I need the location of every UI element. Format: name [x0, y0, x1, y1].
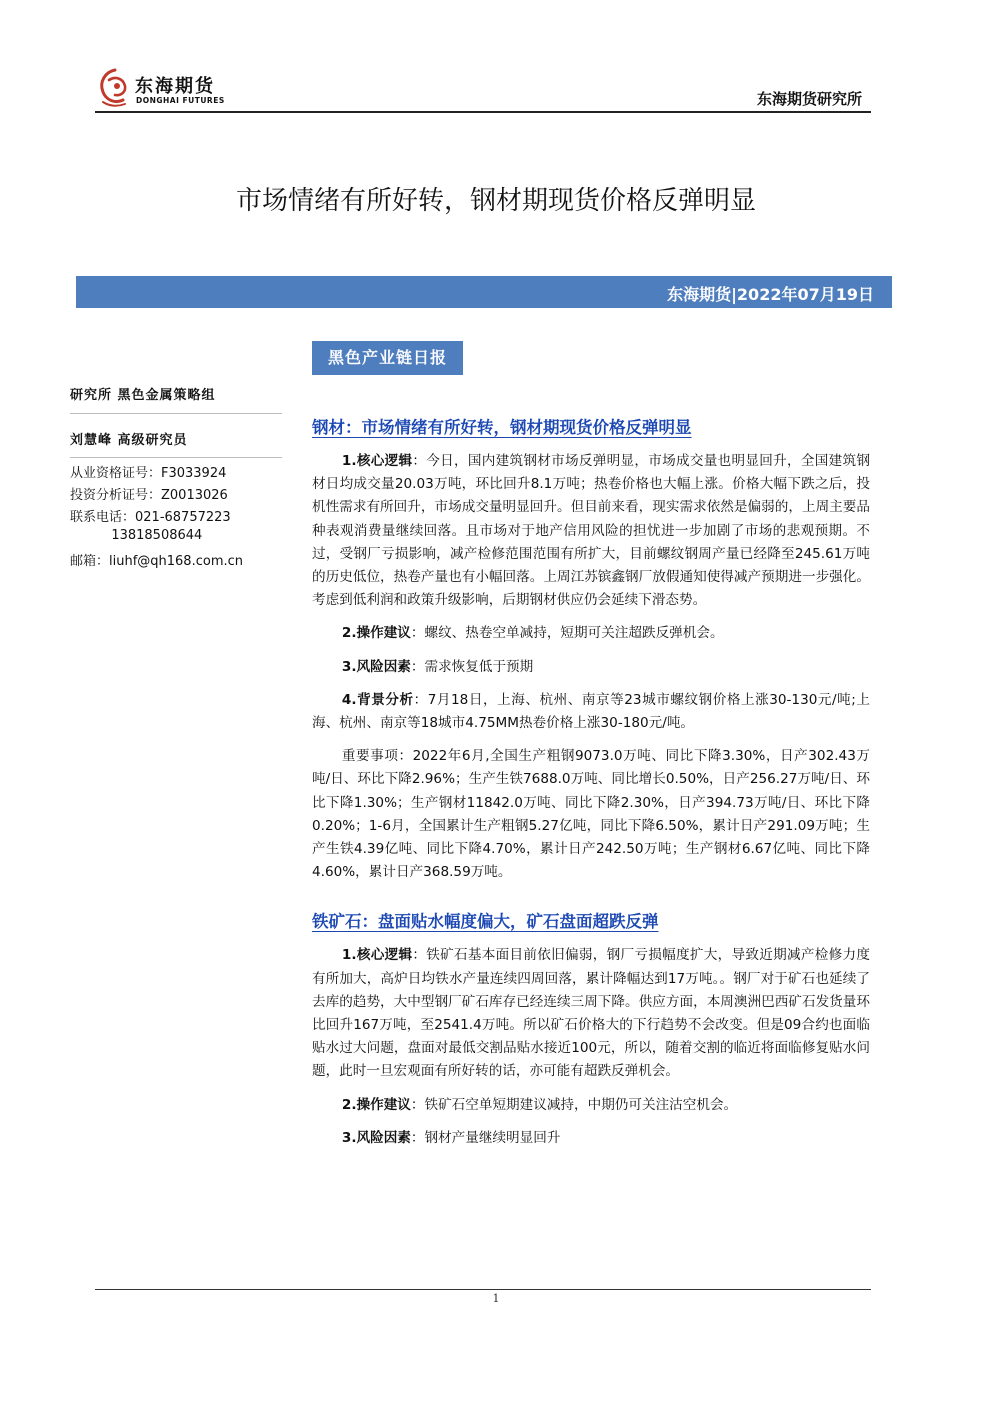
ore-risk — [312, 1127, 870, 1150]
ore-advice — [312, 1094, 870, 1117]
steel-core-logic — [312, 450, 870, 612]
email-address: 邮箱：liuhf@qh168.com.cn — [70, 554, 243, 569]
para-label: 3.风险因素 — [341, 1129, 411, 1146]
section-gap — [312, 894, 870, 908]
sidebar-divider — [70, 413, 282, 414]
document-title: 市场情绪有所好转，钢材期现货价格反弹明显 — [235, 186, 756, 216]
para-text: ：今日，国内建筑钢材市场反弹明显，市场成交量也明显回升，全国建筑钢材日均成交量20.03万吨，环比回升8.1万吨；热卷价格也大幅上涨。价格大幅下跌之后，投机性需求有所回升，市场成交量明显回升。但目前来看，现实需求依然是偏弱的，上周主要品种表观消费量继续回落。且市场对于地产信用风险的担忧进一步加剧了市场的悲观预期。不过，受钢厂亏损影响，减产检修范围范围有所扩大，目前螺纹钢周产量已经降至245.61万吨的历史低位，热卷产量也有小幅回落。上周江苏镔鑫钢厂放假通知使得减产预期进一步强化。考虑到低利润和政策升级影响，后期钢材供应仍会延续下滑态势。 — [312, 453, 871, 609]
logo-text-en: DONGHAI FUTURES — [136, 96, 225, 105]
sidebar-divider — [70, 457, 282, 458]
section-tag: 黑色产业链日报 — [312, 341, 463, 375]
page-number: 1 — [492, 1292, 500, 1305]
para-label: 4.背景分析 — [341, 691, 414, 708]
ore-section-heading[interactable]: 铁矿石：盘面贴水幅度偏大，矿石盘面超跌反弹 — [312, 912, 659, 932]
header-divider — [95, 111, 871, 113]
para-label: 2.操作建议 — [341, 625, 411, 642]
report-body — [312, 414, 870, 1160]
phone-number: 联系电话：021-68757223 — [70, 510, 231, 525]
analyst-number: 投资分析证号：Z0013026 — [70, 488, 228, 503]
para-label: 2.操作建议 — [341, 1096, 411, 1113]
mobile-number: 13818508644 — [70, 528, 203, 543]
steel-section-heading[interactable]: 钢材：市场情绪有所好转，钢材期现货价格反弹明显 — [312, 418, 692, 437]
steel-advice — [312, 622, 870, 645]
header-org-name: 东海期货研究所 — [756, 90, 862, 108]
para-text: 重要事项：2022年6月,全国生产粗钢9073.0万吨、同比下降3.30%，日产302.43万吨/日、环比下降2.96%；生产生铁7688.0万吨、同比增长0.50%，日产256.27万吨/日、环比下降1.30%；生产钢材11842.0万吨、同比下降2.30%，日产394.73万吨/日、环比下降0.20%；1-6月，全国累计生产粗钢5.27亿吨，同比下降6.50%，累计日产291.09万吨；生产生铁4.39亿吨、同比下降4.70%，累计日产242.50万吨；生产钢材6.67亿吨、同比下降4.60%，累计日产368.59万吨。 — [312, 748, 870, 881]
department: 研究所 黑色金属策略组 — [70, 388, 216, 403]
para-label: 3.风险因素 — [341, 658, 411, 675]
steel-key-events — [312, 745, 870, 884]
para-label: 1.核心逻辑 — [341, 947, 413, 964]
steel-background — [312, 689, 870, 735]
report-date: 东海期货|2022年07月19日 — [667, 285, 874, 304]
qualification-number: 从业资格证号：F3033924 — [70, 466, 227, 481]
para-text: ：钢材产量继续明显回升 — [410, 1129, 561, 1146]
company-logo — [95, 66, 235, 110]
footer-divider — [95, 1289, 871, 1290]
logo-text-cn: 东海期货 — [135, 76, 215, 97]
para-text: ：7月18日，上海、杭州、南京等23城市螺纹钢价格上涨30-130元/吨;上海、杭州、南京等18城市4.75MM热卷价格上涨30-180元/吨。 — [312, 691, 870, 732]
para-text: ：铁矿石基本面目前依旧偏弱，钢厂亏损幅度扩大，导致近期减产检修力度有所加大，高炉日均铁水产量连续四周回落，累计降幅达到17万吨。。钢厂对于矿石也延续了去库的趋势，大中型钢厂矿石库存已经连续三周下降。供应方面，本周澳洲巴西矿石发货量环比回升167万吨，至2541.4万吨。所以矿石价格大的下行趋势不会改变。但是09合约也面临贴水过大问题，盘面对最低交割品贴水接近100元，所以，随着交割的临近将面临修复贴水问题，此时一旦宏观面有所好转的话，亦可能有超跌反弹机会。 — [312, 947, 871, 1080]
para-label: 1.核心逻辑 — [341, 453, 413, 469]
para-text: ：螺纹、热卷空单减持，短期可关注超跌反弹机会。 — [410, 625, 724, 642]
para-text: ：需求恢复低于预期 — [410, 658, 534, 675]
ore-core-logic — [312, 944, 870, 1083]
date-bar — [76, 276, 892, 308]
para-text: ：铁矿石空单短期建议减持，中期仍可关注沽空机会。 — [410, 1096, 738, 1113]
author-name: 刘慧峰 高级研究员 — [70, 433, 188, 448]
logo-mark-icon — [95, 66, 135, 110]
steel-risk — [312, 656, 870, 679]
